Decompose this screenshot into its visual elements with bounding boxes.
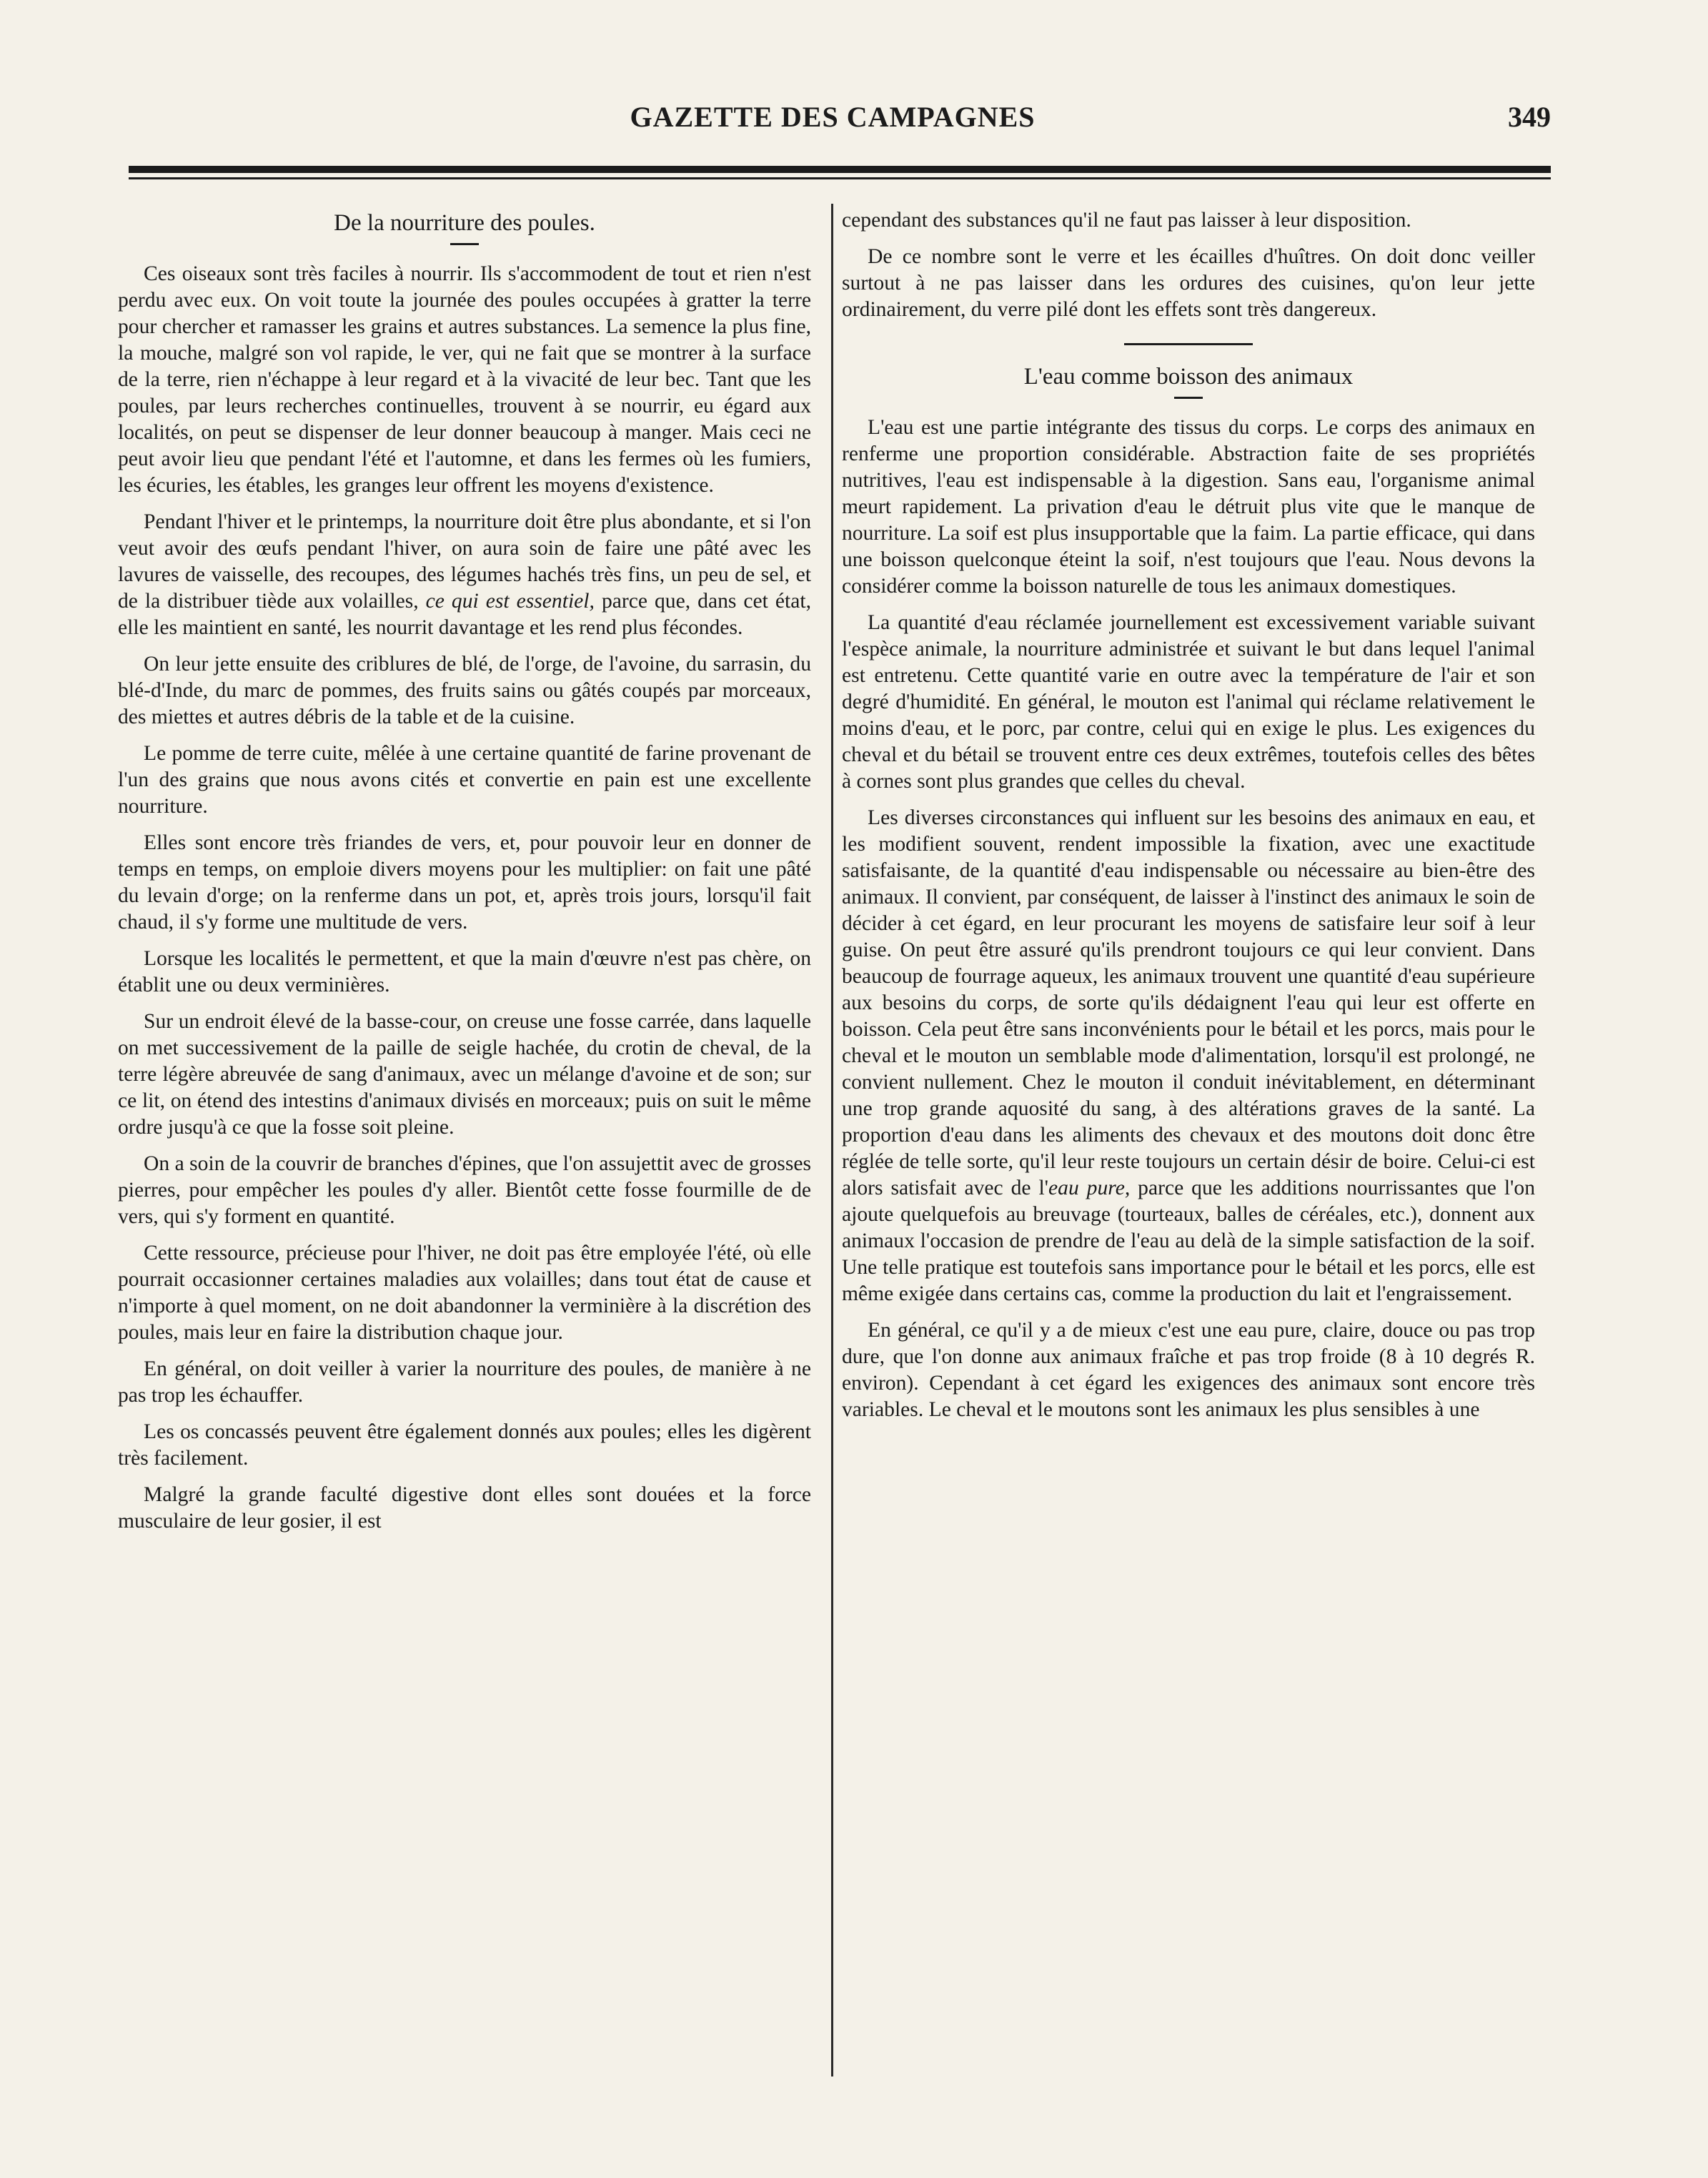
paragraph — [118, 509, 811, 641]
paragraph: En général, ce qu'il y a de mieux c'est une eau pure, claire, douce ou pas trop dure, que l'on donne aux animaux fraîche et pas trop froide (8 à 10 degrés R. environ). Cependant à cet égard les exigences des animaux sont encore très variables. Le cheval et le moutons sont les animaux les plus sensibles à une — [842, 1319, 1535, 1421]
paragraph: On leur jette ensuite des criblures de blé, de l'orge, de l'avoine, du sarrasin, du blé-d'Inde, du marc de pommes, des fruits sains ou gâtés coupés par morceaux, des miettes et autres débris de la table et de la cuisine. — [118, 653, 811, 728]
paragraph-continuation: cependant des substances qu'il ne faut pas laisser à leur disposition. — [842, 209, 1411, 232]
page-header — [114, 100, 1551, 143]
heading-dash — [450, 243, 479, 245]
header-rule-thick — [129, 166, 1551, 173]
page-number: 349 — [1508, 101, 1551, 133]
text-run: Les diverses circonstances qui influent sur les besoins des animaux en eau, et les modifient souvent, rendent impossible la fixation, avec une exactitude satisfaisante, de la quantité d'eau indispensable ou nécessaire au bien-être des animaux. Il convient, par conséquent, de laisser à l'instinct des animaux le soin de décider à cet égard, en leur procurant les moyens de satisfaire leur soif à leur guise. On peut être assuré qu'ils prendront toujours ce qui leur convient. Dans beaucoup de fourrage aqueux, les animaux trouvent une quantité d'eau supérieure aux besoins du corps, de sorte qu'ils dédaignent l'eau qui leur est offerte en boisson. Cela peut être sans inconvénients pour le bétail et les porcs, mais pour le cheval et le mouton un semblable mode d'alimentation, lorsqu'il est prolongé, ne convient nullement. Chez le mouton il conduit inévitablement, en déterminant une trop grande aquosité du sang, à des altérations graves de la santé. La proportion d'eau dans les aliments des chevaux et des moutons doit donc être réglée de telle sorte, qu'il leur reste toujours un certain désir de boire. Celui-ci est alors satisfait avec de l' — [842, 806, 1535, 1199]
paragraph: Le pomme de terre cuite, mêlée à une certaine quantité de farine provenant de l'un des grains que nous avons cités et convertie en pain est une excellente nourriture. — [118, 742, 811, 818]
right-column — [842, 207, 1535, 1433]
paragraph: De ce nombre sont le verre et les écailles d'huîtres. On doit donc veiller surtout à ne pas laisser dans les ordures des cuisines, qu'on leur jette ordinairement, du verre pilé dont les effets sont très dangereux. — [842, 245, 1535, 321]
paragraph: Cette ressource, précieuse pour l'hiver, ne doit pas être employée l'été, où elle pourrait occasionner certaines maladies aux volailles; dans tout état de cause et n'importe à quel moment, on ne doit abandonner la verminière à la discrétion des poules, mais leur en faire la distribution chaque jour. — [118, 1242, 811, 1344]
paragraph: L'eau est une partie intégrante des tissus du corps. Le corps des animaux en renferme une proportion considérable. Abstraction faite de ses propriétés nutritives, l'eau est indispensable à la digestion. Sans eau, l'organisme animal meurt rapidement. La privation d'eau le détruit plus vite que le manque de nourriture. La soif est plus insupportable que la faim. La partie efficace, qui dans une boisson quelconque éteint la soif, n'est toujours que l'eau. Nous devons la considérer comme la boisson naturelle de tous les animaux domestiques. — [842, 416, 1535, 598]
italic-emphasis: ce qui est essentiel, — [425, 590, 595, 613]
paragraph: Ces oiseaux sont très faciles à nourrir. Ils s'accommodent de tout et rien n'est perdu avec eux. On voit toute la journée des poules occupées à gratter la terre pour chercher et ramasser les grains et autres substances. La semence la plus fine, la mouche, malgré son vol rapide, le ver, qui ne fait que se montrer à la surface de la terre, rien n'échappe à leur regard et à la vivacité de leur bec. Tant que les poules, par leurs recherches continuelles, trouvent à se nourrir, eu égard aux localités, on peut se dispenser de leur donner beaucoup à manger. Mais ceci ne peut avoir lieu que pendant l'été et l'automne, et dans les fermes où les fumiers, les écuries, les étables, les granges leur offrent les moyens d'existence. — [118, 262, 811, 497]
paragraph: La quantité d'eau réclamée journellement est excessivement variable suivant l'espèce animale, la nourriture administrée et suivant le but dans lequel l'animal est entretenu. Cette quantité varie en outre avec la température de l'air et son degré d'humidité. En général, le mouton est l'animal qui réclame relativement le moins d'eau, et le porc, par contre, celui qui en exige le plus. Les exigences du cheval et du bétail se trouvent entre ces deux extrêmes, toutefois celles des bêtes à cornes sont plus grandes que celles du cheval. — [842, 611, 1535, 793]
text-run: parce que, dans cet état, elle les maintient en santé, les nourrit davantage et les rend plus fécondes. — [118, 590, 812, 639]
italic-emphasis: eau pure, — [1048, 1177, 1131, 1199]
paragraph: Sur un endroit élevé de la basse-cour, on creuse une fosse carrée, dans laquelle on met successivement de la paille de seigle hachée, du crotin de cheval, de la terre légère abreuvée de sang d'animaux, avec un mélange d'avoine et de son; sur ce lit, on étend des intestins d'animaux divisés en morceaux; puis on suit le même ordre jusqu'à ce que la fosse soit pleine. — [118, 1010, 811, 1139]
text-run: Pendant l'hiver et le printemps, la nourriture doit être plus abondante, et si l'on veut avoir des œufs pendant l'hiver, on aura soin de faire une pâté avec les lavures de vaisselle, des recoupes, des légumes hachés très fins, un peu de sel, et de la distribuer tiède aux volailles, — [118, 510, 811, 613]
article-separator — [1124, 343, 1253, 345]
paragraph: En général, on doit veiller à varier la nourriture des poules, de manière à ne pas trop les échauffer. — [118, 1357, 811, 1407]
column-divider — [831, 204, 833, 2076]
heading-dash — [1174, 397, 1203, 399]
paragraph: Lorsque les localités le permettent, et que la main d'œuvre n'est pas chère, on établit une ou deux verminières. — [118, 947, 811, 996]
paragraph: Elles sont encore très friandes de vers, et, pour pouvoir leur en donner de temps en temps, on emploie divers moyens pour les multiplier: on fait une pâté du levain d'orge; on la renferme dans un pot, et, après trois jours, lorsqu'il fait chaud, il s'y forme une multitude de vers. — [118, 831, 811, 934]
paragraph — [842, 805, 1535, 1307]
paragraph: Malgré la grande faculté digestive dont elles sont douées et la force musculaire de leur gosier, il est — [118, 1483, 811, 1533]
paragraph: Les os concassés peuvent être également donnés aux poules; elles les digèrent très facilement. — [118, 1420, 811, 1470]
article-heading-eau: L'eau comme boisson des animaux — [1023, 364, 1354, 390]
left-column — [118, 207, 811, 1545]
paragraph: On a soin de la couvrir de branches d'épines, que l'on assujettit avec de grosses pierres, pour empêcher les poules d'y aller. Bientôt cette fosse fourmille de de vers, qui s'y forment en quantité. — [118, 1152, 811, 1228]
text-run: parce que les additions nourrissantes que l'on ajoute quelquefois au breuvage (tourteaux, balles de céréales, etc.), donnent aux animaux l'occasion de prendre de l'eau au delà de la simple satisfaction de la soif. Une telle pratique est toutefois sans importance pour le bétail et les porcs, elle est même exigée dans certains cas, comme la production du lait et l'engraissement. — [842, 1177, 1535, 1305]
publication-title: GAZETTE DES CAMPAGNES — [630, 101, 1036, 133]
header-rule-thin — [129, 177, 1551, 179]
article-heading-poules: De la nourriture des poules. — [334, 210, 595, 236]
